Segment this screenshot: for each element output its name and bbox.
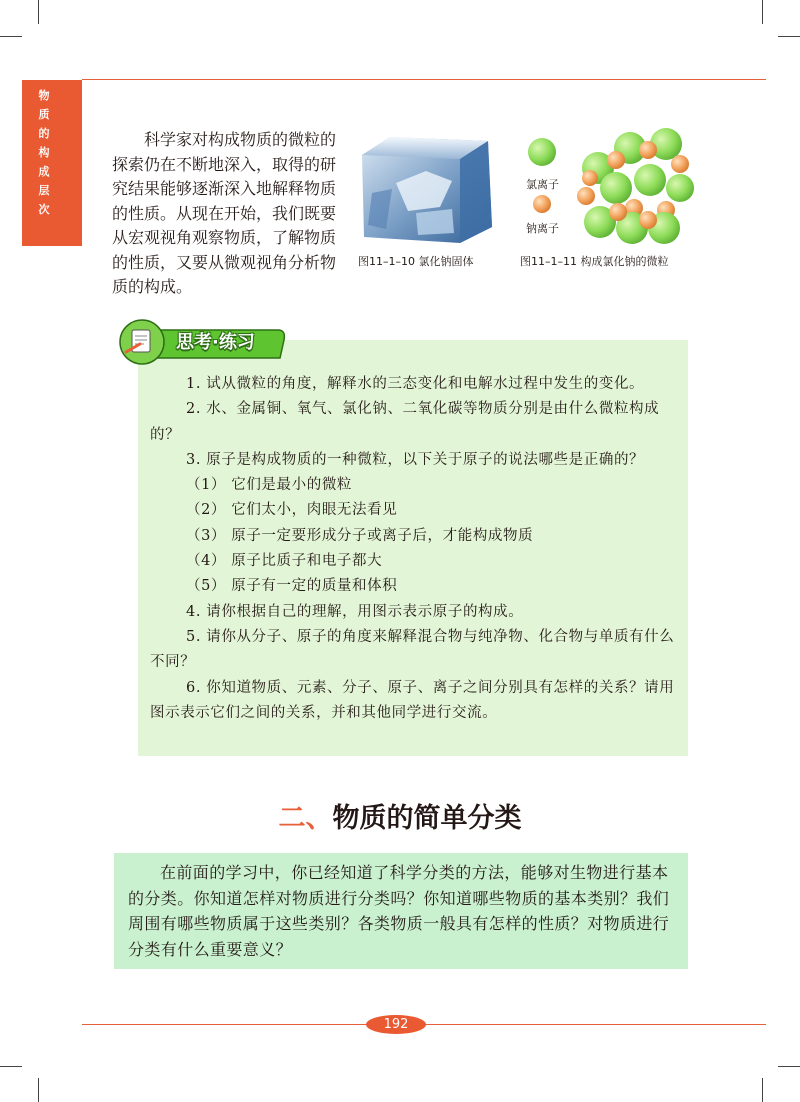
sodium-ion-label: 钠离子 [526, 222, 559, 235]
lead-paragraph: 在前面的学习中，你已经知道了科学分类的方法，能够对生物进行基本的分类。你知道怎样对物质进行分类吗？你知道哪些物质的基本类别？我们周围有哪些物质属于这些类别？各类物质一般具有怎样的性质？对物质进行分类有什么重要意义？ [128, 863, 670, 959]
think-practice-title: 思考·练习 [176, 332, 255, 353]
side-tab-char: 层 [38, 184, 50, 197]
question-option: （3） 原子一定要形成分子或离子后，才能构成物质 [186, 527, 534, 544]
chloride-ion-label: 氯离子 [526, 178, 559, 191]
salt-crystal-image [356, 133, 496, 245]
side-tab-char: 成 [38, 165, 50, 178]
question-item: 6. 你知道物质、元素、分子、原子、离子之间分别具有怎样的关系？请用图示表示它们之间的关系，并和其他同学进行交流。 [150, 679, 675, 721]
figure-caption-nacl-particles: 图11–1–11 构成氯化钠的微粒 [520, 255, 669, 268]
side-tab-char: 物 [38, 89, 50, 102]
crop-mark [762, 0, 763, 24]
side-tab-char: 的 [38, 127, 50, 140]
side-tab-char: 质 [38, 108, 50, 121]
side-tab-text [22, 86, 66, 219]
chapter-side-tab [22, 80, 82, 246]
section-heading [0, 796, 800, 835]
crop-mark [0, 1066, 22, 1067]
salt-crystal-figure [356, 133, 496, 245]
crop-mark [762, 1078, 763, 1102]
crop-mark [778, 1066, 800, 1067]
crop-mark [778, 36, 800, 37]
header-rule [82, 79, 766, 80]
question-option: （1） 它们是最小的微粒 [186, 477, 353, 494]
question-list [150, 372, 676, 726]
figure-caption-nacl-solid: 图11–1–10 氯化钠固体 [358, 255, 474, 268]
crop-mark [0, 36, 22, 37]
crop-mark [38, 0, 39, 24]
question-option: （2） 它们太小，肉眼无法看见 [186, 502, 398, 519]
question-option: （4） 原子比质子和电子都大 [186, 553, 383, 570]
question-item: 4. 请你根据自己的理解，用图示表示原子的构成。 [186, 603, 524, 620]
question-item: 1. 试从微粒的角度，解释水的三态变化和电解水过程中发生的变化。 [186, 376, 645, 392]
question-item: 5. 请你从分子、原子的角度来解释混合物与纯净物、化合物与单质有什么不同？ [150, 628, 675, 671]
section-title-text: 物质的简单分类 [332, 803, 522, 834]
page-number: 192 [366, 1015, 426, 1034]
intro-paragraph: 科学家对构成物质的微粒的探索仍在不断地深入，取得的研究结果能够逐渐深入地解释物质的性质。从现在开始，我们既要从宏观视角观察物质，了解物质的性质，又要从微观视角分析物质的构成。 [112, 130, 337, 296]
side-tab-char: 次 [38, 203, 50, 216]
question-item: 3. 原子是构成物质的一种微粒，以下关于原子的说法哪些是正确的？ [186, 451, 645, 468]
side-tab-char: 构 [38, 146, 50, 159]
question-option: （5） 原子有一定的质量和体积 [186, 578, 398, 595]
question-item: 2. 水、金属铜、氧气、氯化钠、二氧化碳等物质分别是由什么微粒构成的？ [150, 401, 660, 443]
section-number: 二、 [278, 803, 333, 834]
crop-mark [38, 1078, 39, 1102]
